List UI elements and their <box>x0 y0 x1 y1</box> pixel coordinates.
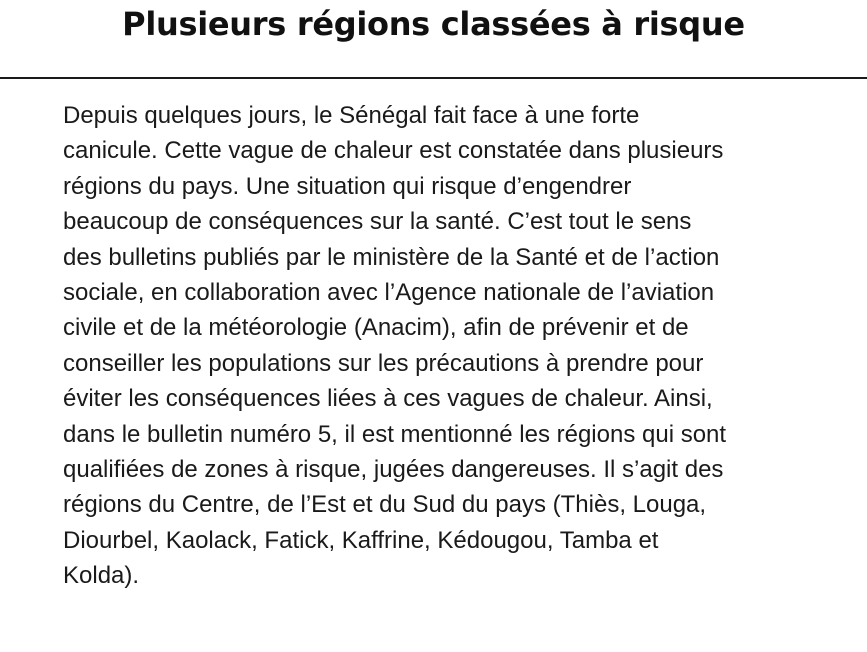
body-line: beaucoup de conséquences sur la santé. C’est tout le sens <box>63 208 692 236</box>
body-line: régions du pays. Une situation qui risque d’engendrer <box>63 172 632 200</box>
body-line: Depuis quelques jours, le Sénégal fait face à une forte <box>63 102 640 129</box>
body-line: canicule. Cette vague de chaleur est constatée dans plusieurs <box>63 137 724 165</box>
body-line: dans le bulletin numéro 5, il est mentionné les régions qui sont <box>63 420 727 448</box>
body-line: qualifiées de zones à risque, jugées dangereuses. Il s’agit des <box>63 456 724 484</box>
body-line: Kolda). <box>63 562 140 590</box>
body-line: civile et de la météorologie (Anacim), afin de prévenir et de <box>63 314 689 342</box>
body-line: conseiller les populations sur les précautions à prendre pour <box>63 349 704 377</box>
body-line: des bulletins publiés par le ministère de la Santé et de l’action <box>63 243 720 271</box>
body-line: éviter les conséquences liées à ces vagues de chaleur. Ainsi, <box>63 385 713 413</box>
body-line: régions du Centre, de l’Est et du Sud du pays (Thiès, Louga, <box>63 491 707 519</box>
article-headline: Plusieurs régions classées à risque <box>122 5 745 43</box>
body-line: Diourbel, Kaolack, Fatick, Kaffrine, Kédougou, Tamba et <box>63 526 659 554</box>
body-line: sociale, en collaboration avec l’Agence nationale de l’aviation <box>63 279 715 307</box>
article-body <box>63 98 823 594</box>
headline-divider <box>0 77 867 79</box>
